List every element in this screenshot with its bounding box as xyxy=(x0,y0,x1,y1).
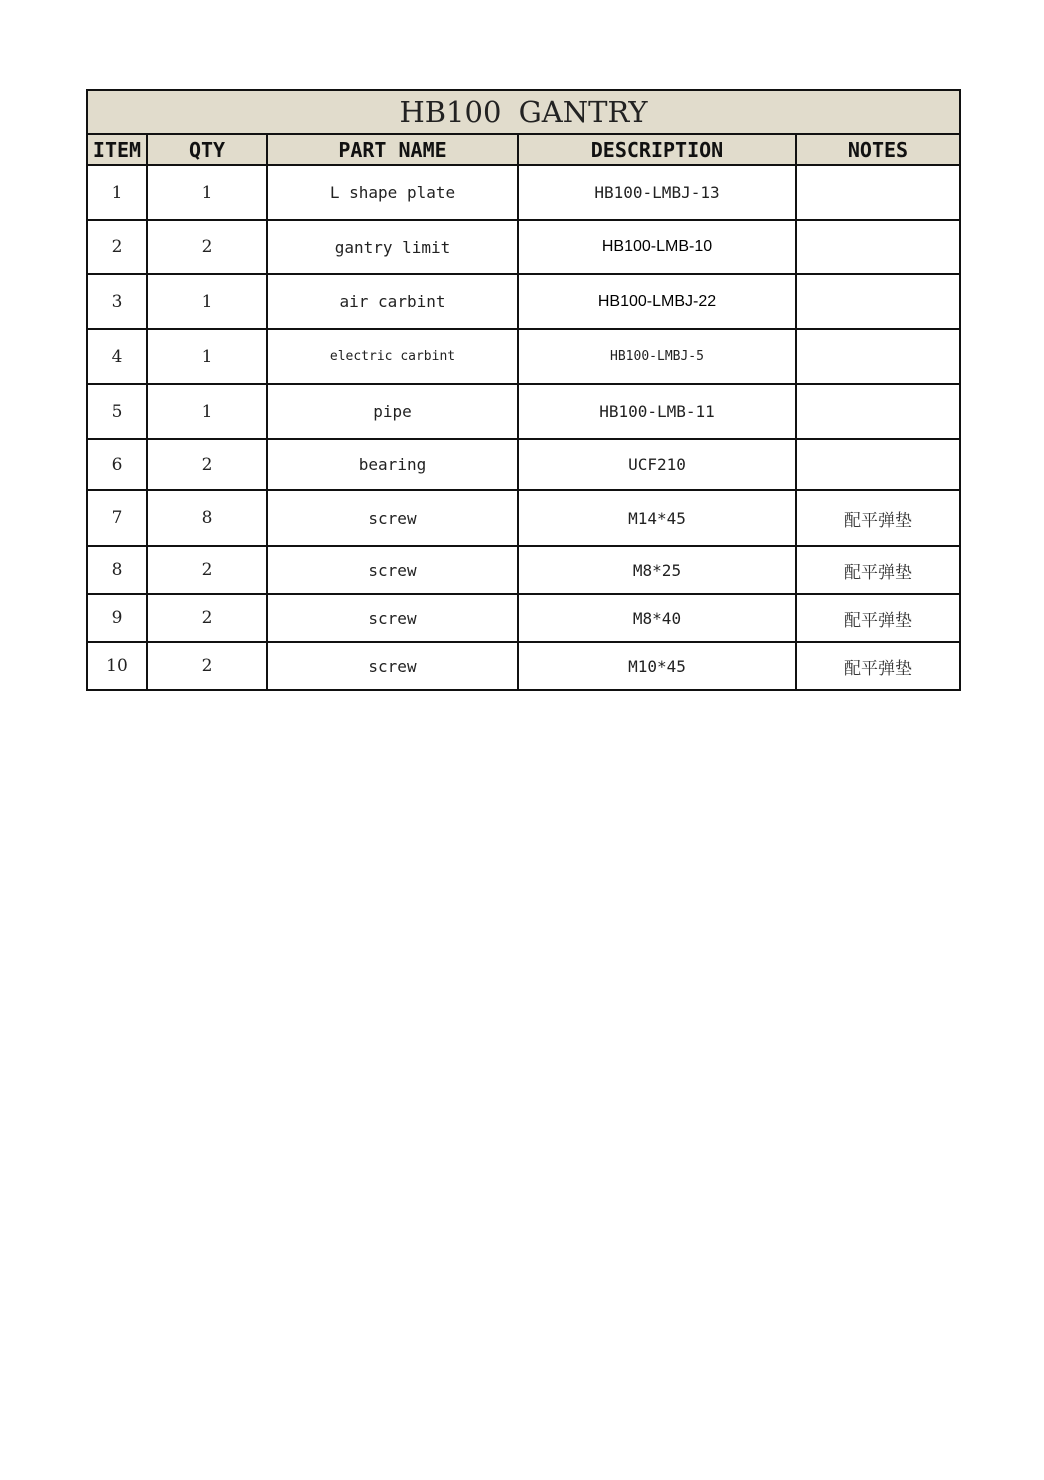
cell-part-name: air carbint xyxy=(267,274,518,329)
cell-part-name: screw xyxy=(267,490,518,546)
cell-item: 6 xyxy=(87,439,147,490)
cell-item: 4 xyxy=(87,329,147,384)
cell-notes: 配平弹垫 xyxy=(796,594,960,642)
table-row xyxy=(87,594,960,642)
cell-notes xyxy=(796,439,960,490)
cell-item: 8 xyxy=(87,546,147,594)
cell-description: HB100-LMBJ-22 xyxy=(518,274,796,329)
table-row xyxy=(87,220,960,274)
cell-qty: 2 xyxy=(147,594,267,642)
cell-description: M8*40 xyxy=(518,594,796,642)
cell-description: UCF210 xyxy=(518,439,796,490)
cell-notes: 配平弹垫 xyxy=(796,546,960,594)
table-row xyxy=(87,274,960,329)
cell-description: HB100-LMB-11 xyxy=(518,384,796,439)
cell-part-name: L shape plate xyxy=(267,165,518,220)
table-row xyxy=(87,439,960,490)
cell-notes xyxy=(796,165,960,220)
table-row xyxy=(87,165,960,220)
table-row xyxy=(87,642,960,690)
table-row xyxy=(87,490,960,546)
cell-notes xyxy=(796,274,960,329)
table-row xyxy=(87,329,960,384)
cell-qty: 1 xyxy=(147,165,267,220)
cell-description: M14*45 xyxy=(518,490,796,546)
cell-part-name: gantry limit xyxy=(267,220,518,274)
cell-qty: 2 xyxy=(147,439,267,490)
cell-item: 3 xyxy=(87,274,147,329)
cell-part-name: screw xyxy=(267,594,518,642)
cell-part-name: screw xyxy=(267,546,518,594)
cell-notes xyxy=(796,384,960,439)
cell-description: HB100-LMBJ-13 xyxy=(518,165,796,220)
cell-qty: 8 xyxy=(147,490,267,546)
column-header-description: DESCRIPTION xyxy=(518,134,796,165)
cell-description: M8*25 xyxy=(518,546,796,594)
table-row xyxy=(87,384,960,439)
cell-qty: 2 xyxy=(147,642,267,690)
cell-qty: 2 xyxy=(147,220,267,274)
cell-description: HB100-LMBJ-5 xyxy=(518,329,796,384)
cell-part-name: screw xyxy=(267,642,518,690)
cell-notes xyxy=(796,220,960,274)
cell-item: 9 xyxy=(87,594,147,642)
cell-qty: 2 xyxy=(147,546,267,594)
table-row xyxy=(87,546,960,594)
table-title: HB100 GANTRY xyxy=(87,90,960,134)
cell-notes xyxy=(796,329,960,384)
cell-part-name: pipe xyxy=(267,384,518,439)
column-header-qty: QTY xyxy=(147,134,267,165)
bom-table xyxy=(86,89,961,691)
cell-item: 10 xyxy=(87,642,147,690)
cell-item: 5 xyxy=(87,384,147,439)
cell-description: HB100-LMB-10 xyxy=(518,220,796,274)
cell-part-name: bearing xyxy=(267,439,518,490)
cell-part-name: electric carbint xyxy=(267,329,518,384)
cell-item: 7 xyxy=(87,490,147,546)
cell-qty: 1 xyxy=(147,384,267,439)
cell-item: 1 xyxy=(87,165,147,220)
cell-item: 2 xyxy=(87,220,147,274)
column-header-item: ITEM xyxy=(87,134,147,165)
cell-qty: 1 xyxy=(147,274,267,329)
cell-description: M10*45 xyxy=(518,642,796,690)
cell-notes: 配平弹垫 xyxy=(796,490,960,546)
cell-notes: 配平弹垫 xyxy=(796,642,960,690)
column-header-notes: NOTES xyxy=(796,134,960,165)
cell-qty: 1 xyxy=(147,329,267,384)
column-header-part-name: PART NAME xyxy=(267,134,518,165)
